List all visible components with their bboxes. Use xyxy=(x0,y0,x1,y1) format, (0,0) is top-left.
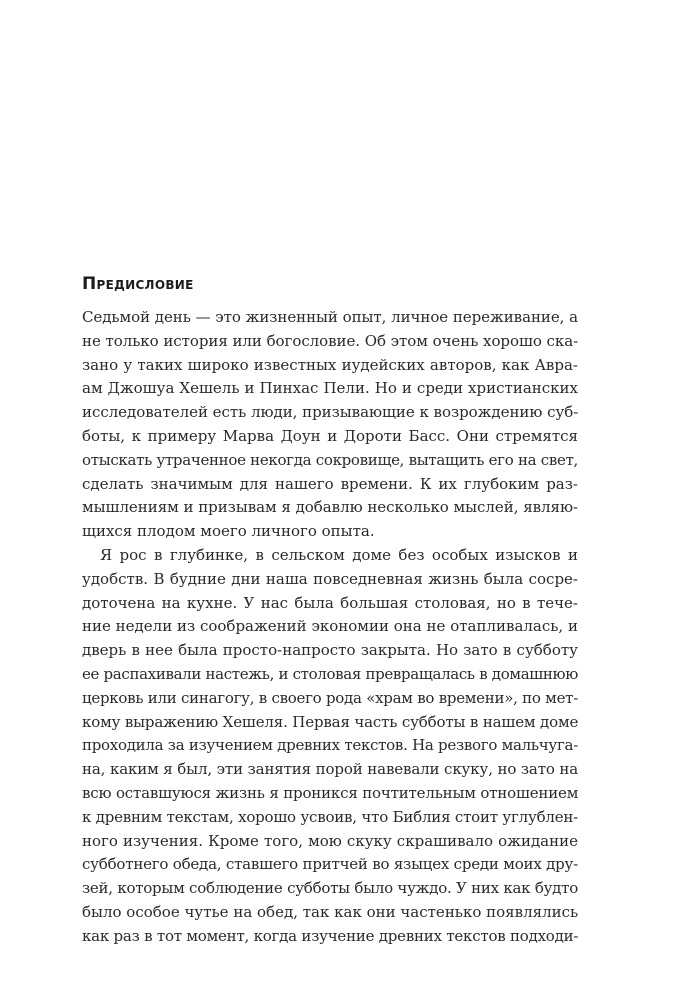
text-line: боты, к примеру Марва Доун и Дороти Басс. Они стремятся xyxy=(82,426,578,445)
text-line: исследователей есть люди, призывающие к возрождению суб- xyxy=(82,403,579,422)
text-line: всю оставшуюся жизнь я проникся почтительным отношением xyxy=(82,783,579,802)
text-line: удобств. В будние дни наша повседневная жизнь была сосре- xyxy=(82,569,578,588)
body-text xyxy=(82,306,578,949)
text-line: ам Джошуа Хешель и Пинхас Пели. Но и среди христианских xyxy=(82,379,578,398)
text-line: проходила за изучением древних текстов. На резвого мальчуга- xyxy=(82,736,578,755)
section-heading: Предисловие xyxy=(82,274,194,294)
text-line: зей, которым соблюдение субботы было чуждо. У них как будто xyxy=(82,879,578,898)
text-line: доточена на кухне. У нас была большая столовая, но в тече- xyxy=(82,593,578,612)
text-line: кому выражению Хешеля. Первая часть субботы в нашем доме xyxy=(82,712,579,731)
text-line: не только история или богословие. Об этом очень хорошо ска- xyxy=(82,331,579,350)
text-line: к древним текстам, хорошо усвоив, что Библия стоит углублен- xyxy=(82,807,578,826)
text-line: как раз в тот момент, когда изучение древних текстов подходи- xyxy=(82,926,579,945)
text-line: церковь или синагогу, в своего рода «храм во времени», по мет- xyxy=(82,688,578,707)
text-line: ее распахивали настежь, и столовая превращалась в домашнюю xyxy=(82,664,578,683)
text-line: щихся плодом моего личного опыта. xyxy=(82,522,375,541)
text-line: на, каким я был, эти занятия порой навевали скуку, но зато на xyxy=(82,760,579,779)
text-line: Я рос в глубинке, в сельском доме без особых изысков и xyxy=(100,545,578,564)
text-line: ние недели из соображений экономии она не отапливалась, и xyxy=(82,617,578,636)
text-line: мышлениям и призывам я добавлю несколько мыслей, являю- xyxy=(82,498,578,517)
text-line: сделать значимым для нашего времени. К их глубоким раз- xyxy=(82,474,578,493)
text-line: было особое чутье на обед, так как они частенько появлялись xyxy=(82,902,579,921)
text-line: субботнего обеда, ставшего притчей во языцех среди моих дру- xyxy=(82,855,578,874)
text-line: отыскать утраченное некогда сокровище, вытащить его на свет, xyxy=(82,450,578,469)
text-line: дверь в нее была просто-напросто закрыта. Но зато в субботу xyxy=(82,641,578,660)
text-line: зано у таких широко известных иудейских авторов, как Авра- xyxy=(82,355,578,374)
text-line: ного изучения. Кроме того, мою скуку скрашивало ожидание xyxy=(82,831,578,850)
text-line: Седьмой день — это жизненный опыт, личное переживание, а xyxy=(82,308,578,326)
